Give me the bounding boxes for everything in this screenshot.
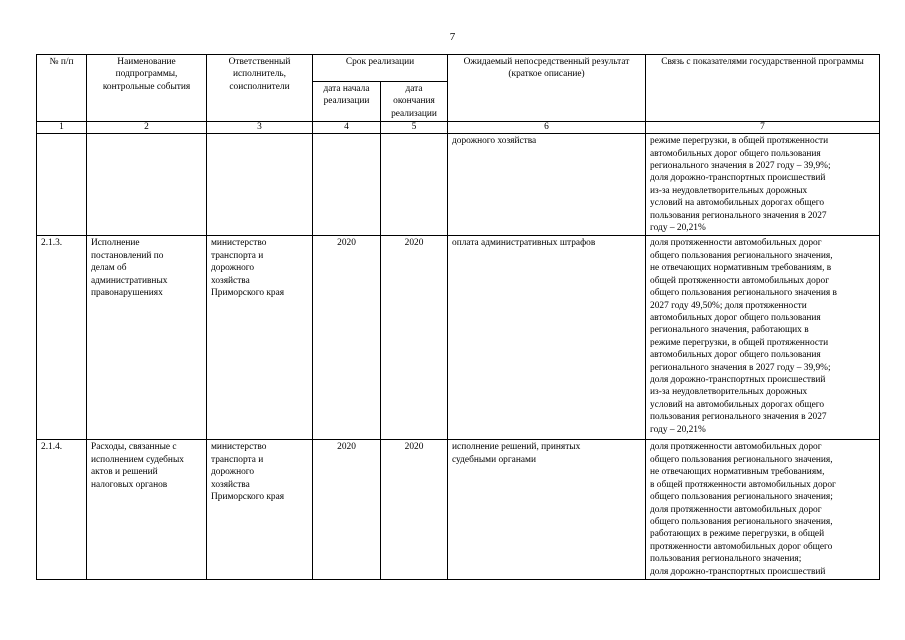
row-num [37,134,87,236]
header-link: Связь с показателями государственной программы [646,55,880,122]
page-number: 7 [449,31,456,43]
row-name: Исполнение постановлений по делам об административных правонарушениях [87,236,207,440]
row-result: исполнение решений, принятых судебными органами [448,440,646,579]
row-name: Расходы, связанные с исполнением судебных актов и решений налоговых органов [87,440,207,579]
header-responsible: Ответственный исполнитель, соисполнители [207,55,313,122]
row-end-date: 2020 [381,440,448,579]
table-row [37,236,880,440]
row-result: дорожного хозяйства [448,134,646,236]
header-name: Наименование подпрограммы, контрольные события [87,55,207,122]
row-name [87,134,207,236]
row-num: 2.1.3. [37,236,87,440]
column-number: 2 [87,122,207,134]
header-period: Срок реализации [313,55,448,82]
column-number: 5 [381,122,448,134]
row-responsible: министерство транспорта и дорожного хозяйства Приморского края [207,236,313,440]
header-end-date: дата окончания реализации [381,82,448,122]
column-number: 1 [37,122,87,134]
header-result: Ожидаемый непосредственный результат (краткое описание) [448,55,646,122]
header-row-top [37,55,880,82]
row-responsible [207,134,313,236]
column-number: 4 [313,122,381,134]
row-indicator-link: доля протяженности автомобильных дорог общего пользования регионального значения, не отвечающих нормативным требованиям, в общей протяженности автомобильных дорог общего пользования регионального значения в 2027 году 49,50%; доля протяженности автомобильных дорог общего пользования регионального значения, работающих в режиме перегрузки, в общей протяженности автомобильных дорог общего пользования регионального значения в 2027 году – 39,9%; доля дорожно-транспортных происшествий из-за неудовлетворительных дорожных условий на автомобильных дорогах общего пользования регионального значения в 2027 году – 20,21% [646,236,880,440]
row-indicator-link: режиме перегрузки, в общей протяженности автомобильных дорог общего пользования регионального значения в 2027 году – 39,9%; доля дорожно-транспортных происшествий из-за неудовлетворительных дорожных условий на автомобильных дорогах общего пользования регионального значения в 2027 году – 20,21% [646,134,880,236]
column-number-row [37,122,880,134]
row-end-date: 2020 [381,236,448,440]
row-start-date: 2020 [313,440,381,579]
row-start-date: 2020 [313,236,381,440]
header-num: № п/п [37,55,87,122]
row-num: 2.1.4. [37,440,87,579]
column-number: 3 [207,122,313,134]
row-start-date [313,134,381,236]
header-start-date: дата начала реализации [313,82,381,122]
table-row [37,134,880,236]
row-indicator-link: доля протяженности автомобильных дорог общего пользования регионального значения, не отвечающих нормативным требованиям, в общей протяженности автомобильных дорог общего пользования регионального значения; доля протяженности автомобильных дорог общего пользования регионального значения, работающих в режиме перегрузки, в общей протяженности автомобильных дорог общего пользования регионального значения; доля дорожно-транспортных происшествий [646,440,880,579]
row-end-date [381,134,448,236]
table-row [37,440,880,579]
column-number: 7 [646,122,880,134]
implementation-plan-table [36,54,880,580]
row-responsible: министерство транспорта и дорожного хозяйства Приморского края [207,440,313,579]
row-result: оплата административных штрафов [448,236,646,440]
column-number: 6 [448,122,646,134]
